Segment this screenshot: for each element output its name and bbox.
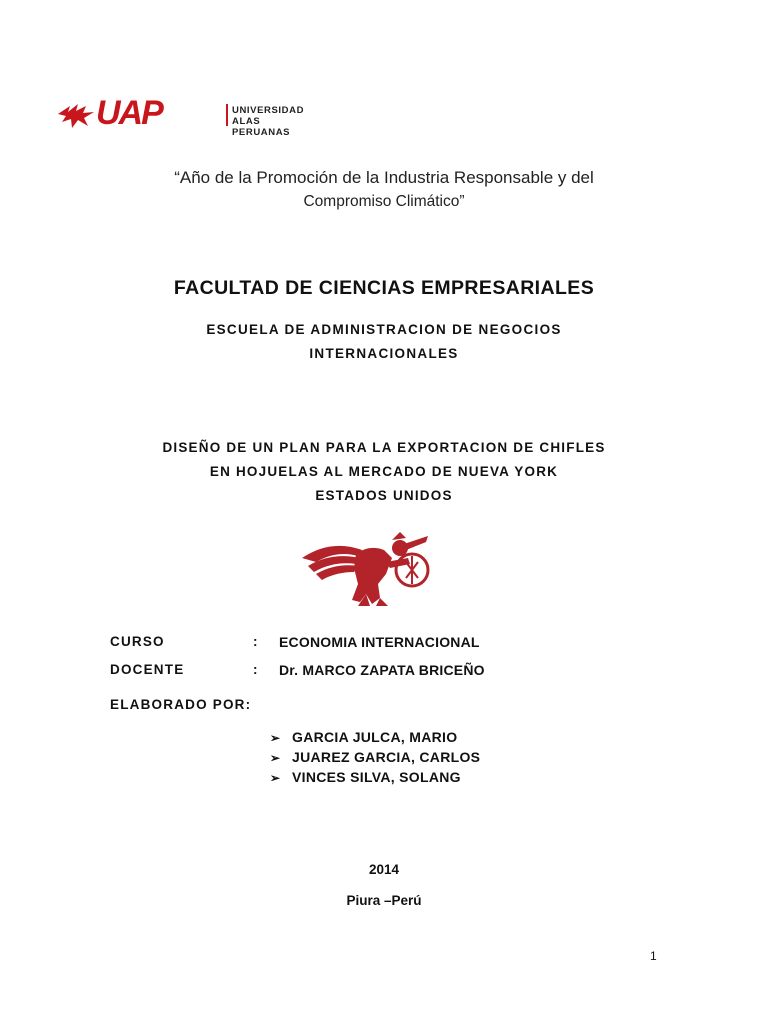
author-item	[270, 769, 461, 785]
teacher-label: DOCENTE	[110, 662, 185, 677]
place: Piura –Perú	[346, 893, 422, 908]
title-line-3: ESTADOS UNIDOS	[315, 488, 453, 503]
author-name: GARCIA JULCA, MARIO	[292, 729, 458, 745]
logo-line-1: UNIVERSIDAD	[232, 105, 305, 116]
motto-line-2: Compromiso Climático”	[303, 193, 465, 210]
school-line-1: ESCUELA DE ADMINISTRACION DE NEGOCIOS	[206, 322, 562, 337]
page-number: 1	[650, 949, 657, 963]
school-line-2: INTERNACIONALES	[309, 346, 459, 361]
authors-label: ELABORADO POR:	[110, 697, 252, 712]
arrow-bullet-icon: ➢	[270, 731, 281, 745]
logo-abbreviation: UAP	[96, 94, 162, 132]
logo-divider	[226, 104, 228, 126]
course-label: CURSO	[110, 634, 165, 649]
arrow-bullet-icon: ➢	[270, 751, 281, 765]
bird-logo-icon	[56, 100, 96, 130]
title-line-2: EN HOJUELAS AL MERCADO DE NUEVA YORK	[209, 464, 559, 479]
title-line-1: DISEÑO DE UN PLAN PARA LA EXPORTACION DE CHIFLES	[162, 440, 606, 455]
course-colon: :	[253, 634, 258, 649]
author-name: VINCES SILVA, SOLANG	[292, 769, 461, 785]
author-item	[270, 729, 457, 745]
author-name: JUAREZ GARCIA, CARLOS	[292, 749, 481, 765]
arrow-bullet-icon: ➢	[270, 771, 281, 785]
year: 2014	[368, 862, 400, 877]
course-value: ECONOMIA INTERNACIONAL	[279, 634, 480, 650]
motto-line-1: “Año de la Promoción de la Industria Responsable y del	[174, 168, 594, 187]
teacher-value: Dr. MARCO ZAPATA BRICEÑO	[279, 662, 485, 678]
logo-line-2: ALAS PERUANAS	[232, 116, 291, 138]
university-logo	[56, 94, 305, 138]
author-item	[270, 749, 480, 765]
teacher-colon: :	[253, 662, 258, 677]
winged-figure-emblem-icon	[300, 528, 440, 608]
faculty-heading: FACULTAD DE CIENCIAS EMPRESARIALES	[173, 277, 595, 299]
